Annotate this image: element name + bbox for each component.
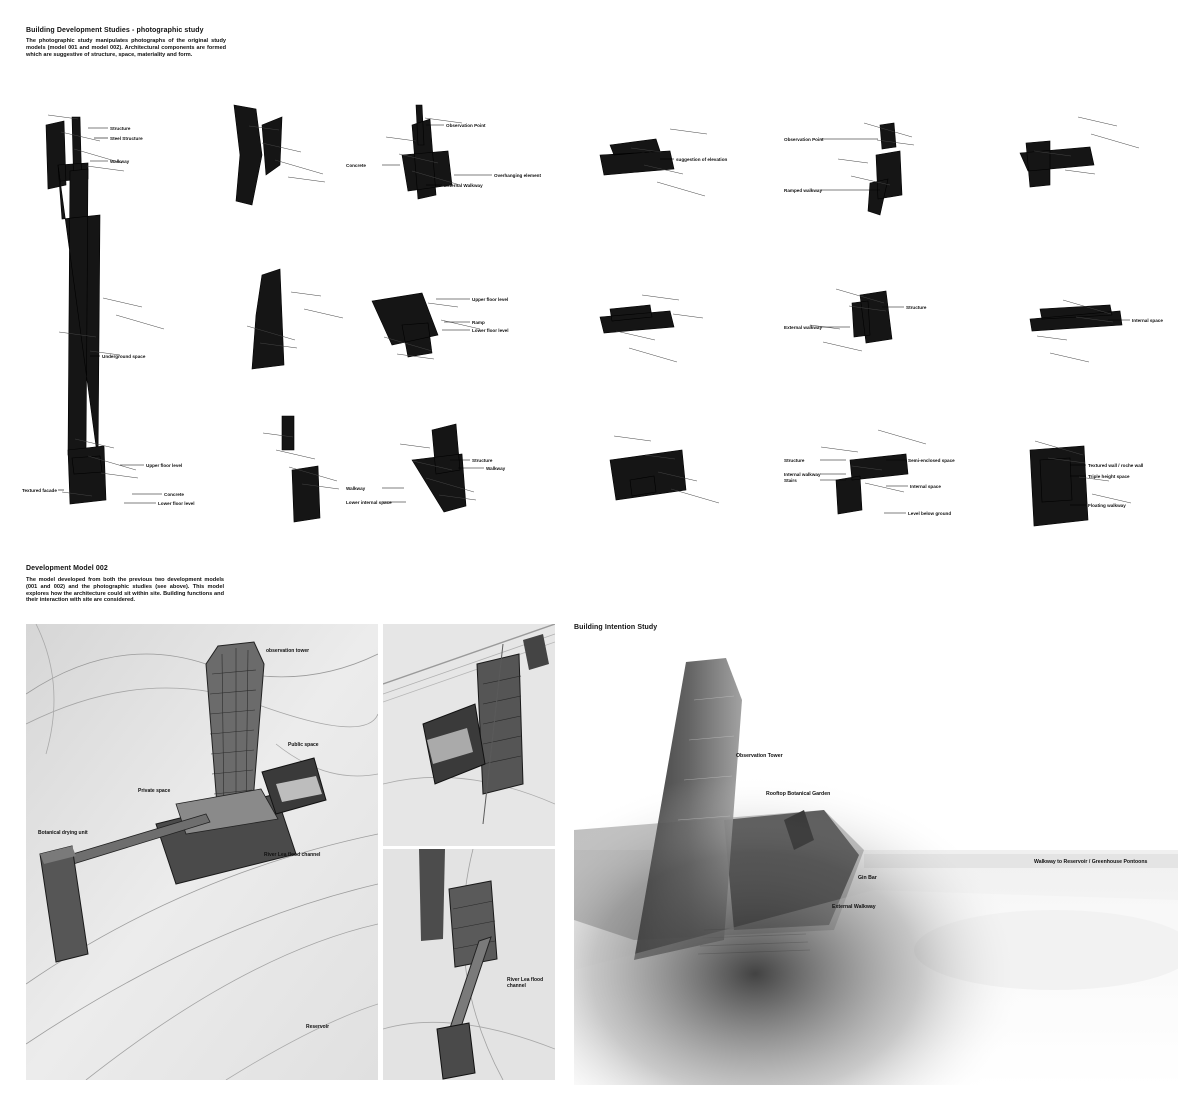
study-10 — [590, 265, 785, 415]
study-label: Observation Point — [784, 137, 824, 142]
study-label: Textured facade — [22, 488, 57, 493]
study-4 — [590, 95, 785, 245]
study-sketch — [352, 95, 542, 225]
study-sketch-form — [836, 454, 908, 514]
study-label: Stairs — [784, 478, 797, 483]
development-model-title: Development Model 002 — [26, 565, 108, 572]
study-label: Internal walkway — [784, 472, 821, 477]
study-sketch-form — [252, 269, 284, 369]
study-label: Lower internal space — [346, 500, 392, 505]
study-construction-line — [291, 292, 321, 296]
study-label: Triple height space — [1088, 474, 1130, 479]
study-construction-line — [275, 160, 323, 174]
study-construction-line — [670, 129, 707, 134]
study-sketch-form — [1030, 305, 1122, 331]
study-label: Walkway — [486, 466, 506, 471]
study-5 — [784, 95, 985, 245]
label-botanical-drying-unit: Botanical drying unit — [38, 830, 88, 836]
study-label: Walkway — [346, 486, 366, 491]
study-construction-line — [304, 309, 343, 318]
study-sketch — [590, 410, 780, 540]
study-label: Structure — [784, 458, 805, 463]
study-3 — [346, 95, 547, 245]
study-label: Concrete — [164, 492, 184, 497]
model-photo-bottom-right — [383, 849, 555, 1080]
study-construction-line — [101, 473, 138, 478]
study-construction-line — [1091, 134, 1139, 148]
study-label: Semi-enclosed space — [908, 458, 955, 463]
study-label: suggestion of elevation — [676, 157, 728, 162]
study-construction-line — [1092, 494, 1131, 503]
study-sketch-form — [600, 305, 674, 333]
label-public-space: Public space — [288, 742, 319, 748]
study-construction-line — [821, 447, 858, 452]
study-construction-line — [671, 489, 719, 503]
study-label: Level below ground — [908, 511, 952, 516]
label-walkway-to-reservoir: Walkway to Reservoir / Greenhouse Pontoons — [1034, 859, 1148, 865]
study-label: External walkway — [784, 325, 823, 330]
label-private-space: Private space — [138, 788, 171, 794]
study-sketch-form — [868, 123, 902, 215]
label-external-walkway-render: External Walkway — [832, 904, 876, 910]
model-photo-top-right — [383, 624, 555, 846]
study-sketch — [28, 265, 218, 395]
study-label: Upper floor level — [146, 463, 183, 468]
study-construction-line — [428, 303, 458, 307]
study-sketch — [1010, 265, 1200, 395]
label-rooftop-botanical-garden: Rooftop Botanical Garden — [766, 791, 831, 797]
study-sketch-form — [412, 424, 466, 512]
study-construction-line — [1050, 353, 1089, 362]
study-construction-line — [386, 137, 416, 141]
study-construction-line — [823, 342, 862, 351]
study-sketch — [28, 410, 218, 540]
study-label: Structure — [906, 305, 927, 310]
study-17 — [784, 410, 985, 560]
study-label: Structure — [110, 126, 131, 131]
study-label: Observation Point — [446, 123, 486, 128]
study-construction-line — [116, 315, 164, 329]
study-label: Floating walkway — [1088, 503, 1126, 508]
label-observation-tower-render: Observation Tower — [736, 753, 783, 759]
study-sketch — [352, 265, 542, 395]
study-13 — [22, 410, 223, 560]
study-label: Steel Structure — [110, 136, 143, 141]
study-6 — [1010, 95, 1200, 245]
study-label: Underground space — [102, 354, 146, 359]
label-observation-tower: observation tower — [266, 648, 310, 654]
intention-study-title: Building Intention Study — [574, 624, 658, 631]
study-label: Lower floor level — [472, 328, 509, 333]
study-label: Ramped walkway — [784, 188, 823, 193]
study-construction-line — [1078, 117, 1117, 126]
study-label: Internal space — [1132, 318, 1163, 323]
study-sketch — [352, 410, 542, 540]
label-river-lea-flood-channel: River Lea flood channel — [264, 852, 321, 858]
study-11 — [784, 265, 985, 415]
study-construction-line — [103, 298, 142, 307]
study-label: Ramp — [472, 320, 485, 325]
study-construction-line — [865, 483, 904, 492]
study-12 — [1010, 265, 1200, 415]
study-construction-line — [878, 430, 926, 444]
study-18 — [1010, 410, 1200, 560]
study-sketch-form — [1030, 446, 1088, 526]
study-label: Structure — [472, 458, 493, 463]
study-construction-line — [629, 348, 677, 362]
study-construction-line — [1037, 336, 1067, 340]
label-reservoir: Reservoir — [306, 1024, 330, 1030]
study-construction-line — [642, 295, 679, 300]
study-16 — [590, 410, 785, 560]
photographic-study-title: Building Development Studies - photographic study — [26, 27, 204, 34]
study-construction-line — [657, 182, 705, 196]
study-construction-line — [75, 439, 114, 448]
study-label: Lower floor level — [158, 501, 195, 506]
study-construction-line — [614, 436, 651, 441]
study-label: Concrete — [346, 163, 366, 168]
study-15 — [346, 410, 547, 560]
study-label: Overhanging element — [494, 173, 541, 178]
study-label: Textured wall / roche wall — [1088, 463, 1144, 468]
development-model-description: The model developed from both the previous two development models (001 and 002) and the photographic studies (see above). This model explores how the architecture could sit within site. Building functions and their interaction with site are considered. — [26, 577, 224, 604]
study-construction-line — [276, 450, 315, 459]
study-construction-line — [400, 444, 430, 448]
study-construction-line — [288, 177, 325, 182]
study-label: Upper floor level — [472, 297, 509, 302]
study-construction-line — [87, 166, 124, 171]
study-9 — [352, 265, 547, 415]
study-label: External Walkway — [444, 183, 483, 188]
study-construction-line — [673, 314, 703, 318]
study-sketch — [790, 95, 980, 225]
study-1 — [28, 95, 223, 245]
study-construction-line — [616, 331, 655, 340]
model-photo-main — [26, 624, 378, 1080]
study-sketch-form — [610, 450, 686, 500]
study-label: Walkway — [110, 159, 130, 164]
label-river-lea-flood-channel-2: River Lea flood channel — [507, 977, 544, 989]
study-sketch-form — [282, 416, 320, 522]
study-construction-line — [838, 159, 868, 163]
study-sketch — [790, 265, 980, 395]
study-sketch — [590, 265, 780, 395]
study-sketch — [1010, 95, 1200, 225]
study-sketch-form — [234, 105, 282, 205]
study-sketch-form — [852, 291, 892, 343]
study-7 — [28, 265, 223, 415]
study-sketch-form — [1020, 141, 1094, 187]
study-label: Internal space — [910, 484, 941, 489]
photographic-study-description: The photographic study manipulates photographs of the original study models (model 001 and model 002). Architectural components are formed which are suggestive of structure, space, materiality and form. — [26, 38, 226, 58]
label-gin-bar: Gin Bar — [858, 875, 877, 881]
study-construction-line — [1065, 170, 1095, 174]
intention-study-render — [574, 640, 1178, 1085]
study-sketch-form — [372, 293, 438, 357]
